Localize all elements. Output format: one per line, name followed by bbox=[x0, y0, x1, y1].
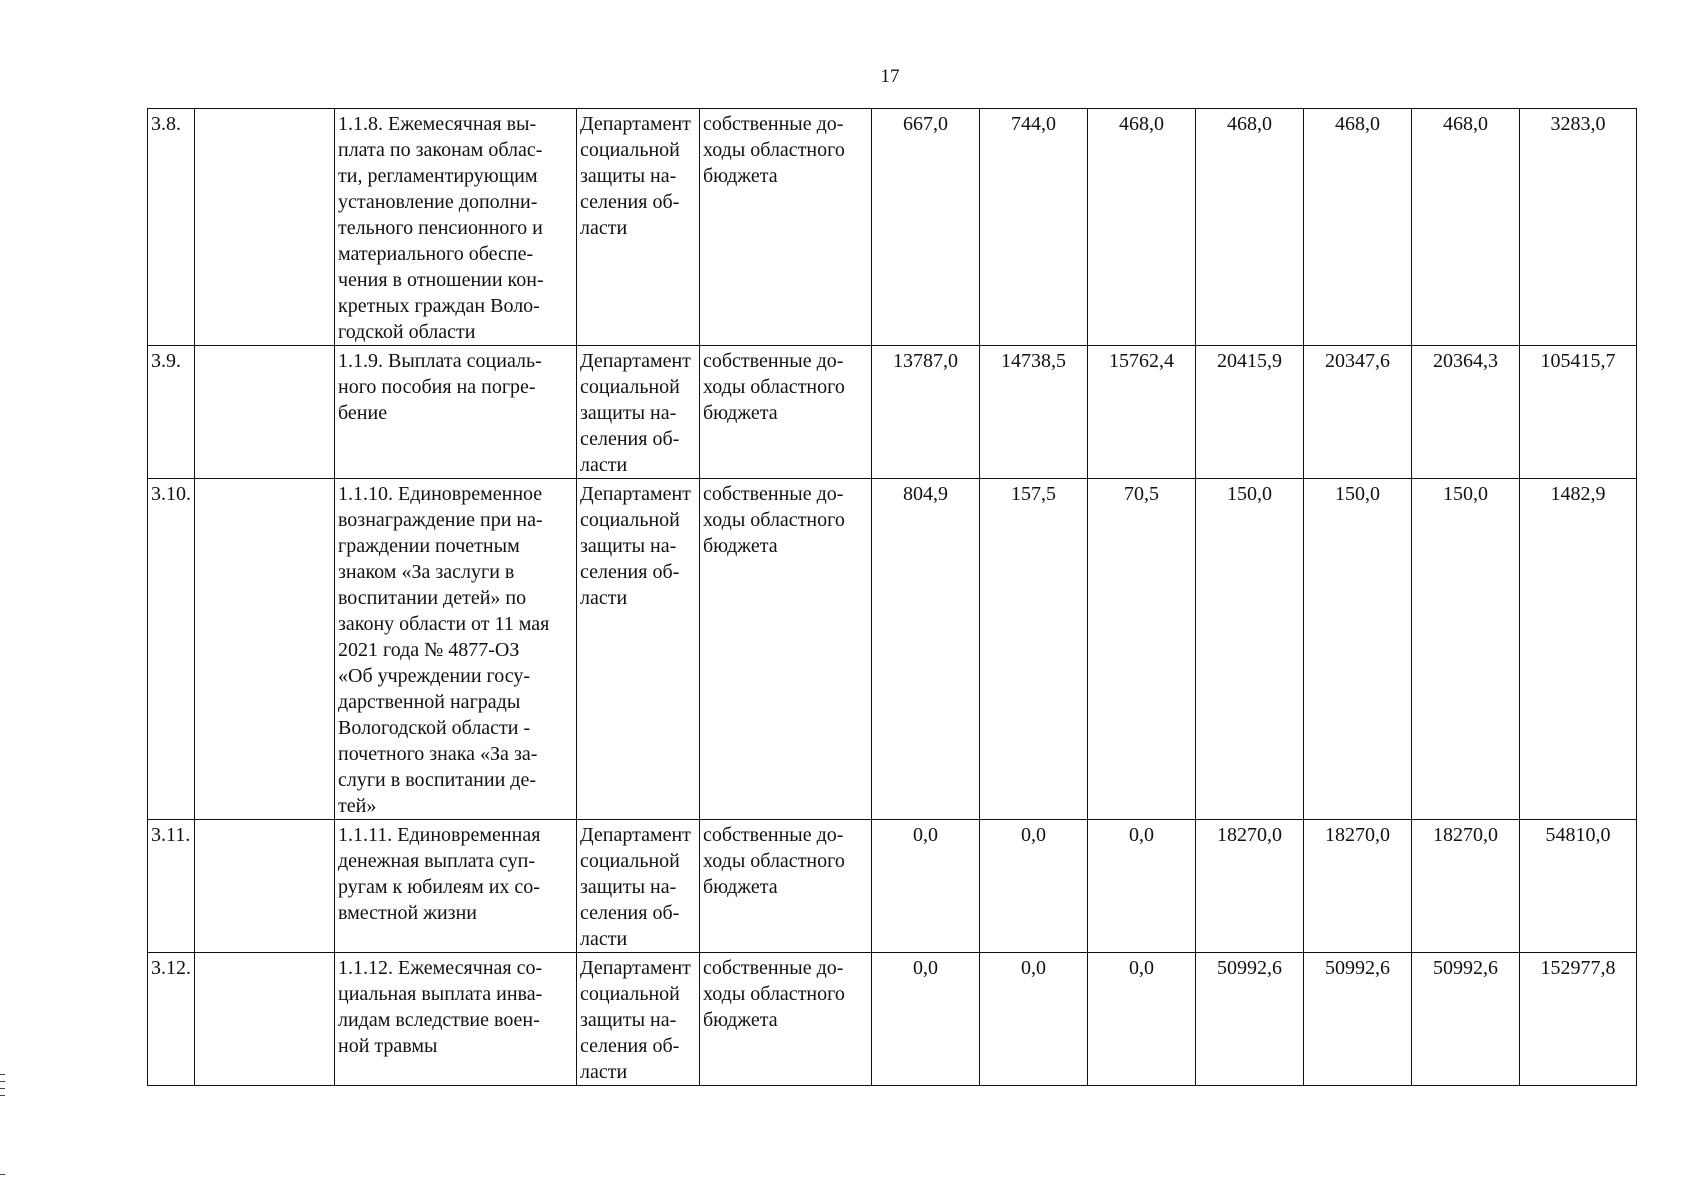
funding-source-cell-line: бюджета bbox=[703, 402, 778, 424]
value-cell: 667,0 bbox=[872, 109, 980, 346]
funding-source-cell bbox=[700, 820, 872, 953]
event-name-cell bbox=[335, 346, 577, 479]
funding-source-cell-line: ходы областного bbox=[703, 983, 845, 1005]
executor-cell-line: селения об- bbox=[580, 191, 680, 213]
event-name-cell-line: дарственной награды bbox=[338, 691, 521, 713]
executor-cell-line: селения об- bbox=[580, 428, 680, 450]
funding-source-cell-line: ходы областного bbox=[703, 376, 845, 398]
funding-source-cell-line: бюджета bbox=[703, 876, 778, 898]
table-row bbox=[148, 953, 1637, 1086]
value-cell: 150,0 bbox=[1412, 479, 1520, 820]
executor-cell bbox=[577, 953, 700, 1086]
executor-cell-line: социальной bbox=[580, 376, 680, 398]
event-name-cell-line: знаком «За заслуги в bbox=[338, 561, 515, 583]
executor-cell-line: Департамент bbox=[580, 113, 691, 135]
event-name-cell-line: 1.1.12. Ежемесячная со- bbox=[338, 957, 543, 979]
value-cell: 152977,8 bbox=[1520, 953, 1637, 1086]
event-name-cell-line: циальная выплата инва- bbox=[338, 983, 543, 1005]
executor-cell-line: ласти bbox=[580, 1061, 628, 1083]
funding-source-cell bbox=[700, 346, 872, 479]
event-name-cell-line: кретных граждан Воло- bbox=[338, 295, 540, 317]
value-cell: 150,0 bbox=[1304, 479, 1412, 820]
executor-cell-line: защиты на- bbox=[580, 1009, 677, 1031]
margin-mark bbox=[0, 1174, 5, 1175]
event-name-cell-line: Вологодской области - bbox=[338, 717, 531, 739]
value-cell: 468,0 bbox=[1196, 109, 1304, 346]
value-cell: 18270,0 bbox=[1196, 820, 1304, 953]
funding-source-cell bbox=[700, 953, 872, 1086]
event-name-cell-line: закону области от 11 мая bbox=[338, 613, 550, 635]
executor-cell-line: ласти bbox=[580, 217, 628, 239]
page-number: 17 bbox=[880, 66, 900, 87]
event-name-cell-line: годской области bbox=[338, 321, 476, 343]
value-cell: 468,0 bbox=[1304, 109, 1412, 346]
row-number-cell: 3.11. bbox=[148, 820, 195, 953]
value-cell: 150,0 bbox=[1196, 479, 1304, 820]
event-name-cell bbox=[335, 953, 577, 1086]
table-row bbox=[148, 479, 1637, 820]
event-name-cell-line: ругам к юбилеям их со- bbox=[338, 876, 540, 898]
blank-cell bbox=[195, 346, 335, 479]
margin-mark bbox=[0, 1095, 5, 1096]
row-number-cell: 3.9. bbox=[148, 346, 195, 479]
funding-source-cell-line: собственные до- bbox=[703, 824, 844, 846]
value-cell: 15762,4 bbox=[1088, 346, 1196, 479]
event-name-cell-line: бение bbox=[338, 402, 388, 424]
value-cell: 157,5 bbox=[980, 479, 1088, 820]
value-cell: 1482,9 bbox=[1520, 479, 1637, 820]
value-cell: 20415,9 bbox=[1196, 346, 1304, 479]
event-name-cell bbox=[335, 820, 577, 953]
value-cell: 0,0 bbox=[1088, 953, 1196, 1086]
value-cell: 3283,0 bbox=[1520, 109, 1637, 346]
value-cell: 804,9 bbox=[872, 479, 980, 820]
executor-cell-line: Департамент bbox=[580, 350, 691, 372]
funding-source-cell-line: ходы областного bbox=[703, 139, 845, 161]
event-name-cell-line: денежная выплата суп- bbox=[338, 850, 535, 872]
value-cell: 744,0 bbox=[980, 109, 1088, 346]
value-cell: 70,5 bbox=[1088, 479, 1196, 820]
row-number-cell: 3.10. bbox=[148, 479, 195, 820]
event-name-cell-line: тельного пенсионного и bbox=[338, 217, 543, 239]
value-cell: 0,0 bbox=[872, 820, 980, 953]
event-name-cell-line: 1.1.10. Единовременное bbox=[338, 483, 543, 505]
value-cell: 468,0 bbox=[1412, 109, 1520, 346]
funding-source-cell-line: собственные до- bbox=[703, 113, 844, 135]
margin-mark bbox=[0, 1081, 5, 1082]
executor-cell-line: селения об- bbox=[580, 902, 680, 924]
row-number-cell: 3.8. bbox=[148, 109, 195, 346]
executor-cell-line: селения об- bbox=[580, 1035, 680, 1057]
event-name-cell-line: ти, регламентирующим bbox=[338, 165, 538, 187]
margin-mark bbox=[0, 1074, 5, 1075]
value-cell: 0,0 bbox=[980, 820, 1088, 953]
event-name-cell-line: 1.1.11. Единовременная bbox=[338, 824, 541, 846]
executor-cell bbox=[577, 820, 700, 953]
event-name-cell-line: ного пособия на погре- bbox=[338, 376, 536, 398]
executor-cell bbox=[577, 479, 700, 820]
value-cell: 468,0 bbox=[1088, 109, 1196, 346]
event-name-cell-line: чения в отношении кон- bbox=[338, 269, 544, 291]
event-name-cell-line: ной травмы bbox=[338, 1035, 438, 1057]
margin-mark bbox=[0, 1088, 5, 1089]
event-name-cell-line: тей» bbox=[338, 795, 377, 817]
funding-source-cell-line: бюджета bbox=[703, 165, 778, 187]
row-number-cell: 3.12. bbox=[148, 953, 195, 1086]
event-name-cell-line: плата по законам облас- bbox=[338, 139, 543, 161]
value-cell: 20347,6 bbox=[1304, 346, 1412, 479]
value-cell: 20364,3 bbox=[1412, 346, 1520, 479]
event-name-cell-line: почетного знака «За за- bbox=[338, 743, 538, 765]
event-name-cell-line: материального обеспе- bbox=[338, 243, 534, 265]
event-name-cell bbox=[335, 109, 577, 346]
funding-source-cell-line: бюджета bbox=[703, 535, 778, 557]
event-name-cell bbox=[335, 479, 577, 820]
executor-cell-line: защиты на- bbox=[580, 402, 677, 424]
value-cell: 0,0 bbox=[980, 953, 1088, 1086]
executor-cell-line: социальной bbox=[580, 983, 680, 1005]
executor-cell-line: Департамент bbox=[580, 824, 691, 846]
value-cell: 54810,0 bbox=[1520, 820, 1637, 953]
executor-cell-line: Департамент bbox=[580, 957, 691, 979]
value-cell: 105415,7 bbox=[1520, 346, 1637, 479]
executor-cell-line: ласти bbox=[580, 587, 628, 609]
event-name-cell-line: граждении почетным bbox=[338, 535, 520, 557]
funding-source-cell-line: собственные до- bbox=[703, 957, 844, 979]
table-row bbox=[148, 346, 1637, 479]
funding-source-cell bbox=[700, 479, 872, 820]
value-cell: 50992,6 bbox=[1304, 953, 1412, 1086]
budget-table bbox=[147, 108, 1637, 1086]
table-row bbox=[148, 820, 1637, 953]
value-cell: 14738,5 bbox=[980, 346, 1088, 479]
executor-cell-line: ласти bbox=[580, 928, 628, 950]
executor-cell-line: Департамент bbox=[580, 483, 691, 505]
executor-cell-line: защиты на- bbox=[580, 535, 677, 557]
executor-cell bbox=[577, 346, 700, 479]
funding-source-cell-line: ходы областного bbox=[703, 850, 845, 872]
event-name-cell-line: установление дополни- bbox=[338, 191, 538, 213]
funding-source-cell-line: ходы областного bbox=[703, 509, 845, 531]
executor-cell-line: социальной bbox=[580, 509, 680, 531]
funding-source-cell-line: бюджета bbox=[703, 1009, 778, 1031]
value-cell: 50992,6 bbox=[1412, 953, 1520, 1086]
table-row bbox=[148, 109, 1637, 346]
funding-source-cell-line: собственные до- bbox=[703, 483, 844, 505]
event-name-cell-line: слуги в воспитании де- bbox=[338, 769, 536, 791]
executor-cell-line: защиты на- bbox=[580, 876, 677, 898]
value-cell: 50992,6 bbox=[1196, 953, 1304, 1086]
executor-cell-line: защиты на- bbox=[580, 165, 677, 187]
value-cell: 13787,0 bbox=[872, 346, 980, 479]
event-name-cell-line: 2021 года № 4877-ОЗ bbox=[338, 639, 520, 661]
executor-cell-line: селения об- bbox=[580, 561, 680, 583]
blank-cell bbox=[195, 109, 335, 346]
event-name-cell-line: 1.1.8. Ежемесячная вы- bbox=[338, 113, 537, 135]
funding-source-cell-line: собственные до- bbox=[703, 350, 844, 372]
event-name-cell-line: вознаграждение при на- bbox=[338, 509, 543, 531]
executor-cell-line: социальной bbox=[580, 139, 680, 161]
blank-cell bbox=[195, 479, 335, 820]
executor-cell-line: ласти bbox=[580, 454, 628, 476]
value-cell: 0,0 bbox=[1088, 820, 1196, 953]
value-cell: 18270,0 bbox=[1412, 820, 1520, 953]
blank-cell bbox=[195, 953, 335, 1086]
blank-cell bbox=[195, 820, 335, 953]
event-name-cell-line: лидам вследствие воен- bbox=[338, 1009, 540, 1031]
event-name-cell-line: 1.1.9. Выплата социаль- bbox=[338, 350, 542, 372]
executor-cell-line: социальной bbox=[580, 850, 680, 872]
event-name-cell-line: «Об учреждении госу- bbox=[338, 665, 531, 687]
event-name-cell-line: вместной жизни bbox=[338, 902, 477, 924]
value-cell: 0,0 bbox=[872, 953, 980, 1086]
executor-cell bbox=[577, 109, 700, 346]
event-name-cell-line: воспитании детей» по bbox=[338, 587, 527, 609]
funding-source-cell bbox=[700, 109, 872, 346]
value-cell: 18270,0 bbox=[1304, 820, 1412, 953]
